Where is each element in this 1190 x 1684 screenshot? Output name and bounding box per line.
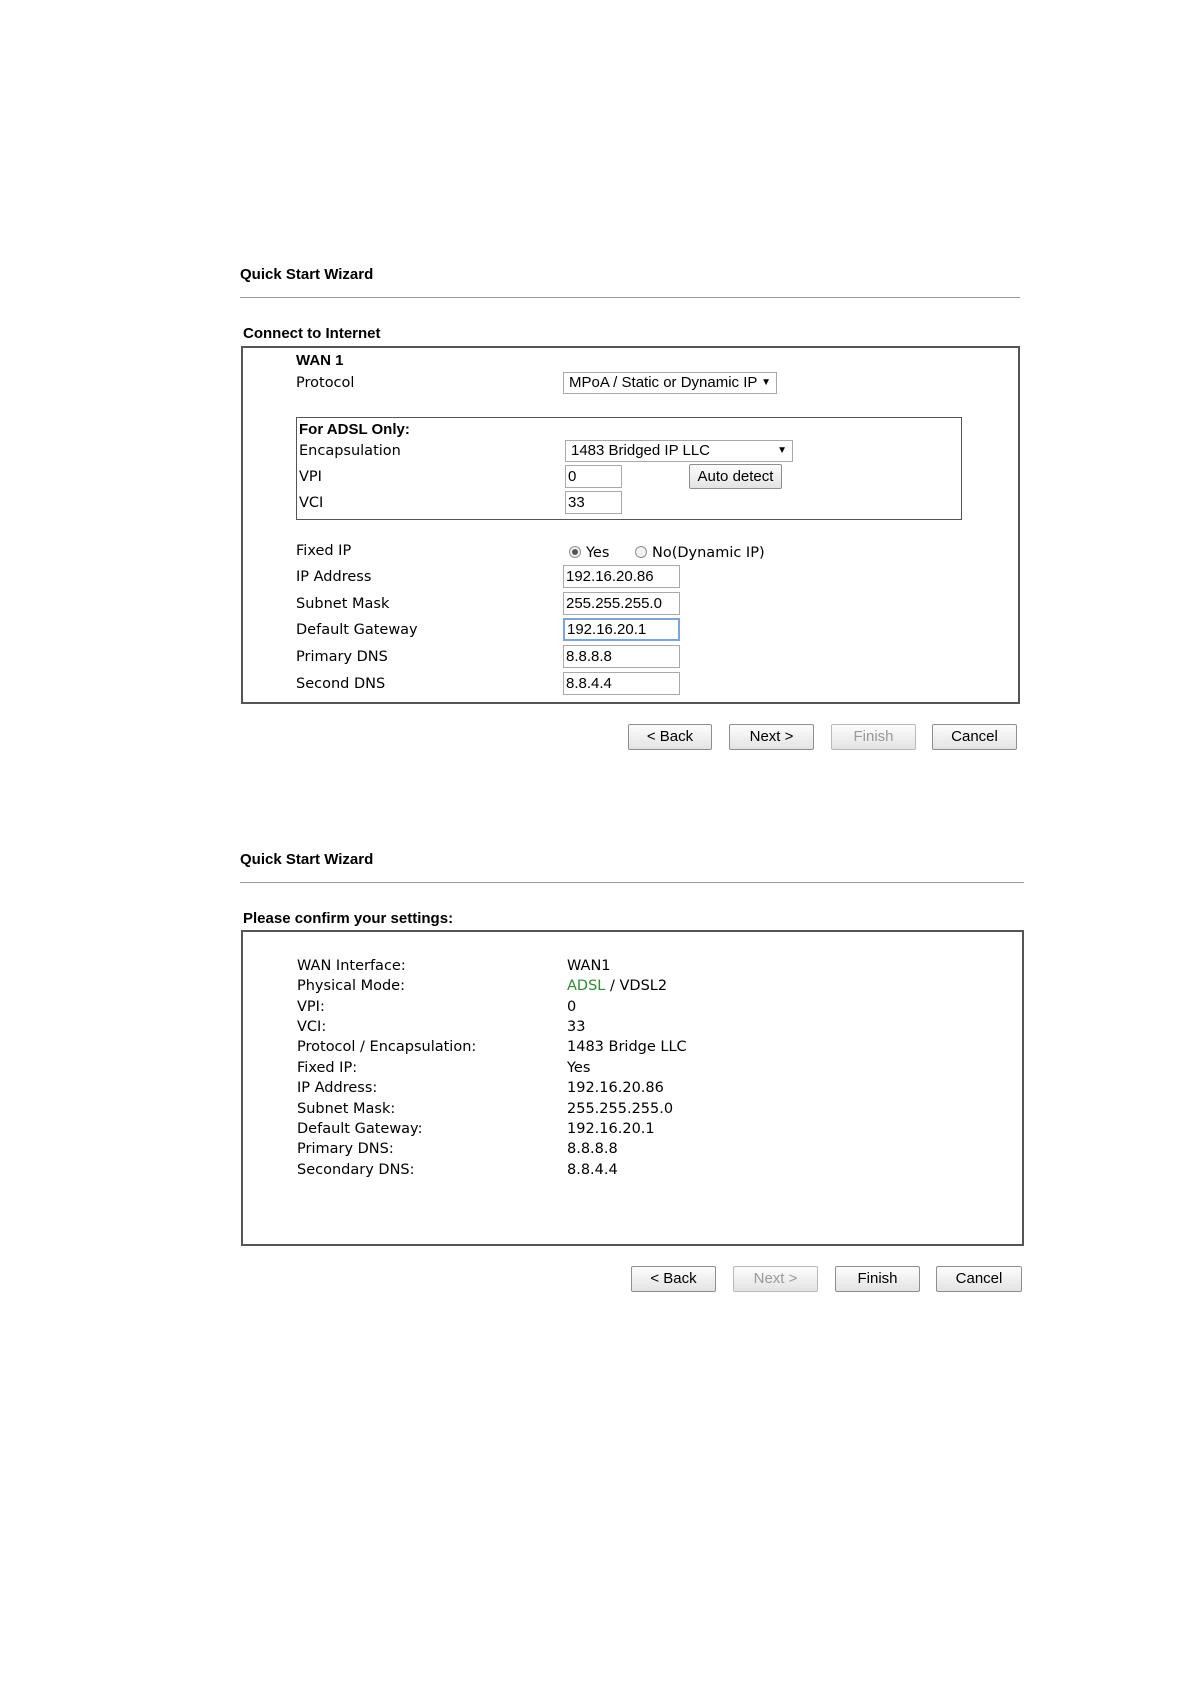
summary-value-default-gateway: 192.16.20.1: [567, 1121, 655, 1137]
summary-value-fixed-ip: Yes: [567, 1060, 591, 1076]
vpi-input[interactable]: 0: [565, 465, 622, 488]
vpi-label: VPI: [299, 469, 322, 485]
subnet-mask-label: Subnet Mask: [296, 596, 390, 612]
wizard1-finish-button[interactable]: Finish: [831, 724, 916, 750]
fixed-ip-no-radio[interactable]: [635, 546, 647, 558]
triangle-down-icon: ▼: [777, 445, 787, 456]
wizard2-section-title: Please confirm your settings:: [243, 910, 454, 927]
summary-value-subnet-mask: 255.255.255.0: [567, 1101, 674, 1117]
summary-value-primary-dns: 8.8.8.8: [567, 1141, 618, 1157]
vci-input[interactable]: 33: [565, 491, 622, 514]
default-gateway-input[interactable]: 192.16.20.1: [563, 618, 680, 641]
wizard2-cancel-button[interactable]: Cancel: [936, 1266, 1022, 1292]
subnet-mask-input[interactable]: 255.255.255.0: [563, 592, 680, 615]
ip-address-input[interactable]: 192.16.20.86: [563, 565, 680, 588]
protocol-label: Protocol: [296, 375, 355, 391]
wizard1-cancel-button[interactable]: Cancel: [932, 724, 1017, 750]
summary-value-ip-address: 192.16.20.86: [567, 1080, 664, 1096]
wizard2-title: Quick Start Wizard: [240, 851, 374, 868]
summary-value-protocol: 1483 Bridge LLC: [567, 1039, 687, 1055]
summary-label-primary-dns: Primary DNS:: [297, 1141, 394, 1157]
second-dns-label: Second DNS: [296, 676, 386, 692]
wizard1-next-button[interactable]: Next >: [729, 724, 814, 750]
fixed-ip-no-label: No(Dynamic IP): [652, 545, 765, 561]
wizard2-back-button[interactable]: < Back: [631, 1266, 716, 1292]
second-dns-input[interactable]: 8.8.4.4: [563, 672, 680, 695]
summary-label-secondary-dns: Secondary DNS:: [297, 1162, 415, 1178]
wizard2-next-button[interactable]: Next >: [733, 1266, 818, 1292]
summary-label-vci: VCI:: [297, 1019, 327, 1035]
auto-detect-button[interactable]: Auto detect: [689, 464, 782, 489]
encapsulation-select[interactable]: [565, 440, 793, 462]
fixed-ip-yes-label: Yes: [586, 545, 610, 561]
ip-address-label: IP Address: [296, 569, 372, 585]
protocol-select[interactable]: [563, 372, 777, 394]
summary-label-physical-mode: Physical Mode:: [297, 978, 405, 994]
primary-dns-label: Primary DNS: [296, 649, 388, 665]
summary-value-vci: 33: [567, 1019, 586, 1035]
wizard1-title: Quick Start Wizard: [240, 266, 374, 283]
default-gateway-label: Default Gateway: [296, 622, 418, 638]
physical-mode-active: ADSL: [567, 978, 606, 994]
summary-label-vpi: VPI:: [297, 999, 325, 1015]
fixed-ip-label: Fixed IP: [296, 543, 352, 559]
summary-value-secondary-dns: 8.8.4.4: [567, 1162, 618, 1178]
summary-value-wan-interface: WAN1: [567, 958, 611, 974]
triangle-down-icon: ▼: [761, 377, 771, 388]
summary-label-fixed-ip: Fixed IP:: [297, 1060, 358, 1076]
summary-value-physical-mode: [567, 978, 667, 994]
vci-label: VCI: [299, 495, 324, 511]
summary-value-vpi: 0: [567, 999, 577, 1015]
primary-dns-input[interactable]: 8.8.8.8: [563, 645, 680, 668]
wizard1-back-button[interactable]: < Back: [628, 724, 712, 750]
wizard1-divider: [240, 297, 1020, 298]
wizard2-finish-button[interactable]: Finish: [835, 1266, 920, 1292]
wizard1-section-title: Connect to Internet: [243, 325, 381, 342]
summary-label-default-gateway: Default Gateway:: [297, 1121, 423, 1137]
physical-mode-rest: / VDSL2: [605, 978, 668, 994]
summary-label-subnet-mask: Subnet Mask:: [297, 1101, 396, 1117]
summary-label-protocol: Protocol / Encapsulation:: [297, 1039, 477, 1055]
encapsulation-label: Encapsulation: [299, 443, 401, 459]
summary-label-wan-interface: WAN Interface:: [297, 958, 406, 974]
summary-label-ip-address: IP Address:: [297, 1080, 378, 1096]
wizard2-divider: [240, 882, 1024, 883]
encapsulation-select-value: 1483 Bridged IP LLC: [571, 442, 710, 459]
fixed-ip-yes-radio[interactable]: [569, 546, 581, 558]
wan-label: WAN 1: [296, 352, 344, 369]
protocol-select-value: MPoA / Static or Dynamic IP: [569, 374, 758, 391]
adsl-box-title: For ADSL Only:: [299, 421, 410, 438]
